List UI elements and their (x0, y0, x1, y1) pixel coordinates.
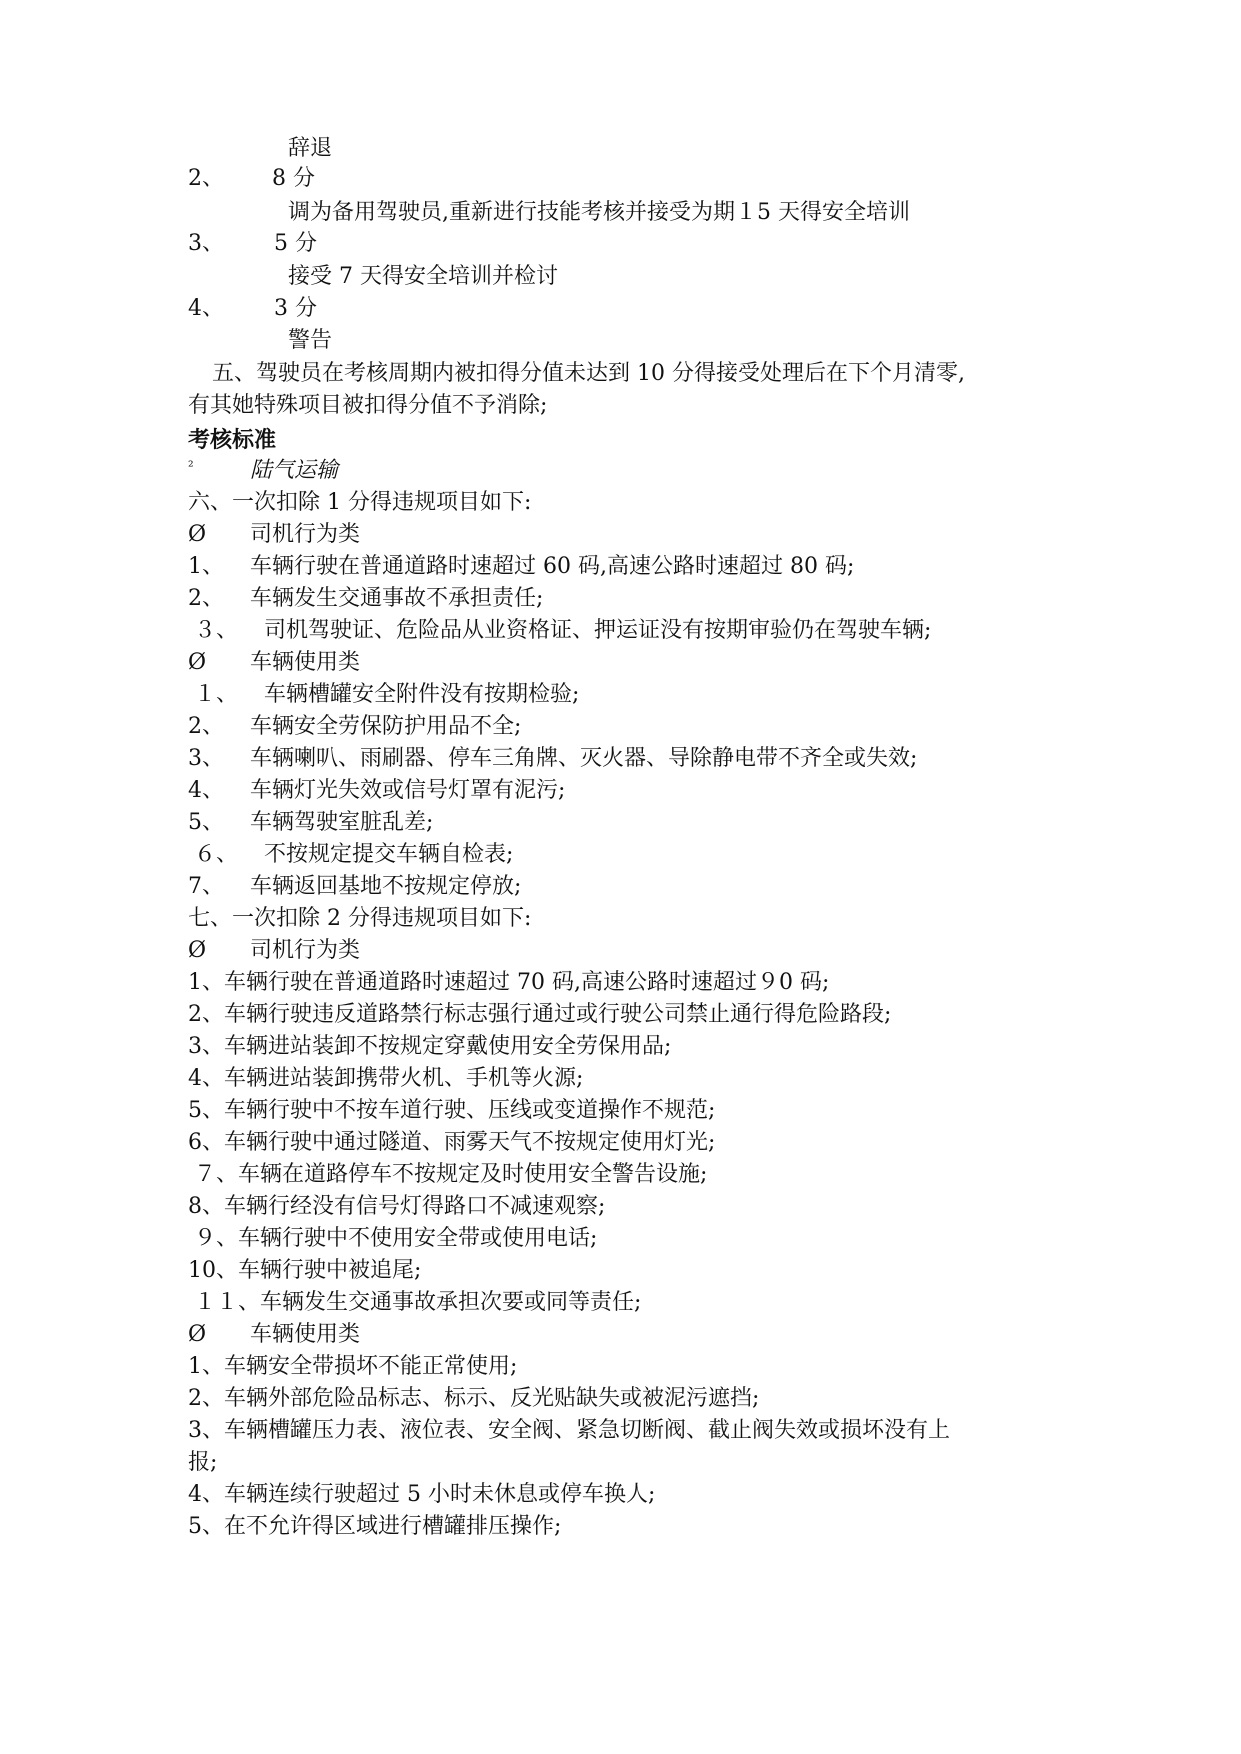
list-item: １１、车辆发生交通事故承担次要或同等责任; (194, 1290, 642, 1315)
category-title: 司机行为类 (250, 522, 361, 547)
text-line: 调为备用驾驶员,重新进行技能考核并接受为期１5 天得安全培训 (288, 200, 910, 225)
list-number: 7、 (188, 874, 224, 899)
list-number: ６、 (194, 842, 239, 867)
list-number: 4、 (188, 778, 224, 803)
list-item: 4、车辆进站装卸携带火机、手机等火源; (188, 1066, 584, 1091)
list-text: 司机驾驶证、危险品从业资格证、押运证没有按期审验仍在驾驶车辆; (264, 618, 932, 643)
list-item: 5、车辆行驶中不按车道行驶、压线或变道操作不规范; (188, 1098, 716, 1123)
list-item (188, 229, 317, 259)
list-number: 4、 (188, 296, 224, 321)
bullet-mark: ² (188, 459, 194, 475)
list-item (188, 584, 544, 614)
list-item: ７、车辆在道路停车不按规定及时使用安全警告设施; (194, 1162, 708, 1187)
paragraph-line: 五、驾驶员在考核周期内被扣得分值未达到 10 分得接受处理后在下个月清零, (212, 361, 965, 386)
list-item: 2、车辆行驶违反道路禁行标志强行通过或行驶公司禁止通行得危险路段; (188, 1002, 892, 1027)
list-item: 6、车辆行驶中通过隧道、雨雾天气不按规定使用灯光; (188, 1130, 716, 1155)
category-line (188, 648, 361, 678)
list-text: 车辆行驶在普通道路时速超过 60 码,高速公路时速超过 80 码; (250, 554, 855, 579)
list-item (188, 294, 317, 324)
list-item (194, 680, 580, 710)
paragraph-line: 六、一次扣除 1 分得违规项目如下: (188, 490, 532, 515)
text-line: 警告 (288, 328, 333, 353)
list-item: 4、车辆连续行驶超过 5 小时未休息或停车换人; (188, 1482, 656, 1507)
list-item (188, 808, 434, 838)
list-number: 2、 (188, 586, 224, 611)
category-title: 车辆使用类 (250, 1322, 361, 1347)
category-title: 司机行为类 (250, 938, 361, 963)
section-heading: 考核标准 (188, 427, 277, 453)
paragraph-line: 有其她特殊项目被扣得分值不予消除; (188, 393, 548, 418)
list-text: 车辆槽罐安全附件没有按期检验; (264, 682, 580, 707)
list-number: 2、 (188, 714, 224, 739)
list-item: ９、车辆行驶中不使用安全带或使用电话; (194, 1226, 598, 1251)
list-item: 1、车辆行驶在普通道路时速超过 70 码,高速公路时速超过９0 码; (188, 970, 830, 995)
list-text: 5 分 (274, 231, 317, 256)
text-line: 接受 7 天得安全培训并检讨 (288, 264, 558, 289)
list-item (188, 744, 918, 774)
list-item (194, 840, 514, 870)
bullet-mark: Ø (188, 1322, 207, 1347)
list-item (188, 712, 522, 742)
bullet-mark: Ø (188, 650, 207, 675)
list-item (188, 164, 315, 194)
subsection-line (188, 456, 339, 488)
list-text: 不按规定提交车辆自检表; (264, 842, 514, 867)
category-line (188, 936, 361, 966)
list-item: 8、车辆行经没有信号灯得路口不减速观察; (188, 1194, 606, 1219)
bullet-mark: Ø (188, 522, 207, 547)
list-number: 3、 (188, 231, 224, 256)
list-number: ３、 (194, 618, 239, 643)
list-item: 3、车辆槽罐压力表、液位表、安全阀、紧急切断阀、截止阀失效或损坏没有上 (188, 1418, 950, 1443)
list-text: 3 分 (274, 296, 317, 321)
list-number: 1、 (188, 554, 224, 579)
list-number: 3、 (188, 746, 224, 771)
list-number: １、 (194, 682, 239, 707)
list-text: 车辆返回基地不按规定停放; (250, 874, 522, 899)
bullet-mark: Ø (188, 938, 207, 963)
subsection-title: 陆气运输 (250, 458, 339, 483)
list-item (188, 552, 855, 582)
paragraph-line: 报; (188, 1450, 218, 1475)
list-text: 车辆安全劳保防护用品不全; (250, 714, 522, 739)
list-item: 3、车辆进站装卸不按规定穿戴使用安全劳保用品; (188, 1034, 672, 1059)
list-text: 8 分 (272, 166, 315, 191)
category-line (188, 520, 361, 550)
list-number: 5、 (188, 810, 224, 835)
paragraph-line: 七、一次扣除 2 分得违规项目如下: (188, 906, 532, 931)
list-text: 车辆驾驶室脏乱差; (250, 810, 434, 835)
list-item (188, 776, 566, 806)
list-item: 1、车辆安全带损坏不能正常使用; (188, 1354, 518, 1379)
list-number: 2、 (188, 166, 224, 191)
list-item: 5、在不允许得区域进行槽罐排压操作; (188, 1514, 562, 1539)
category-title: 车辆使用类 (250, 650, 361, 675)
list-item: 2、车辆外部危险品标志、标示、反光贴缺失或被泥污遮挡; (188, 1386, 760, 1411)
list-text: 车辆发生交通事故不承担责任; (250, 586, 544, 611)
list-item (194, 616, 932, 646)
list-item: 10、车辆行驶中被追尾; (188, 1258, 422, 1283)
list-text: 车辆灯光失效或信号灯罩有泥污; (250, 778, 566, 803)
list-item (188, 872, 522, 902)
text-line: 辞退 (288, 136, 333, 161)
list-text: 车辆喇叭、雨刷器、停车三角牌、灭火器、导除静电带不齐全或失效; (250, 746, 918, 771)
category-line (188, 1320, 361, 1350)
